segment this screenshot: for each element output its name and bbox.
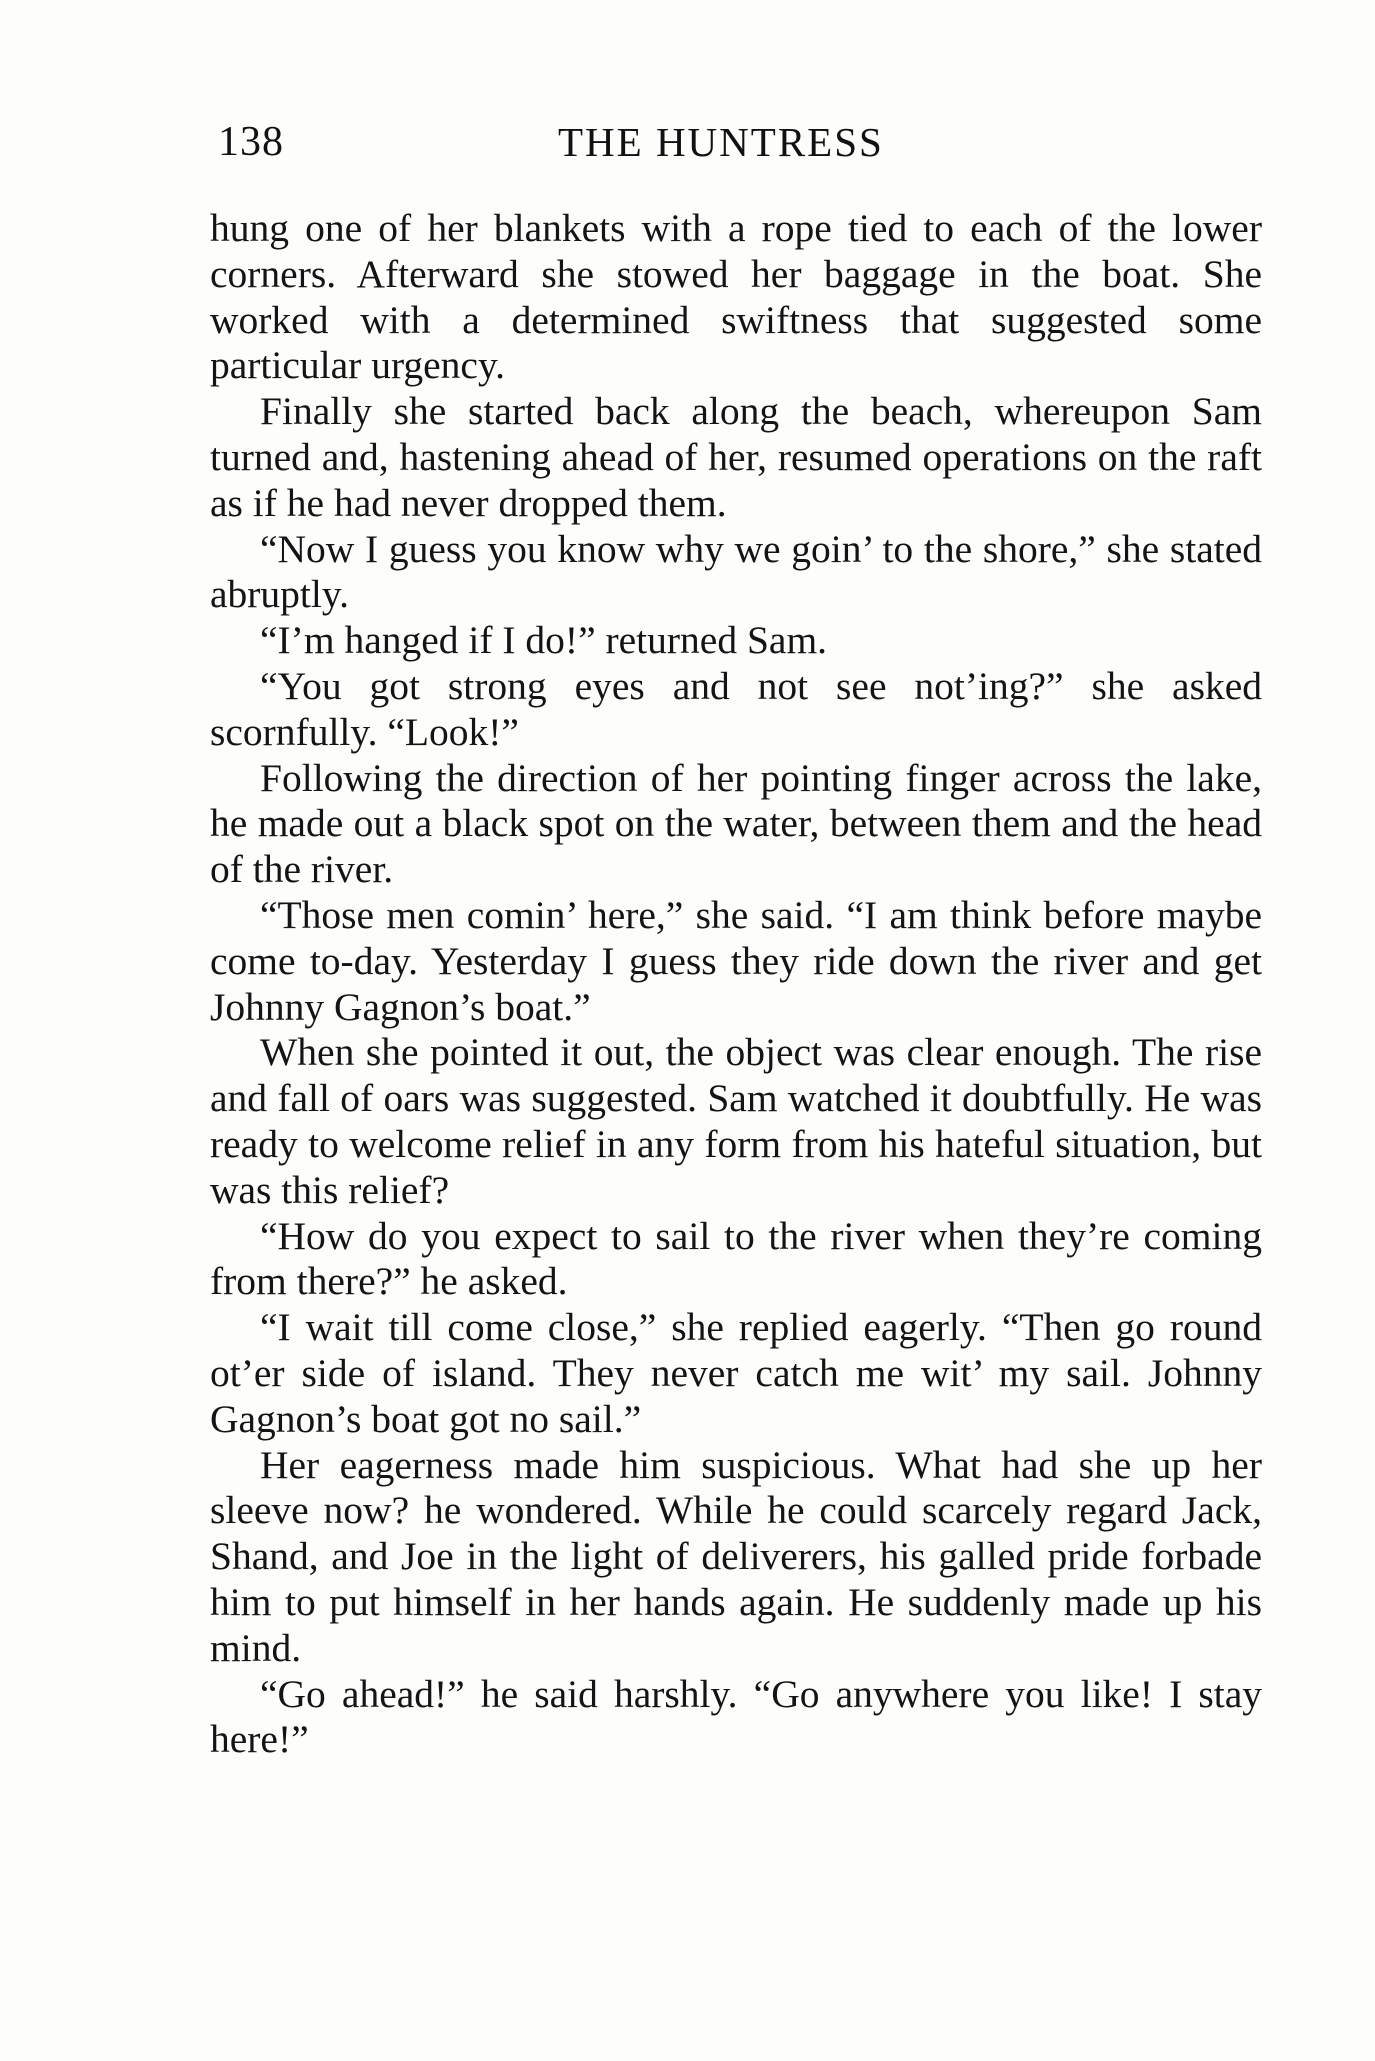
paragraph-5: “You got strong eyes and not see not’ing?” she asked scornfully. “Look!” bbox=[210, 663, 1262, 754]
paragraph-2: Finally she started back along the beach, whereupon Sam turned and, hastening ahead of her, resumed operations on the raft as if he had never dropped them. bbox=[210, 389, 1262, 525]
paragraph-4: “I’m hanged if I do!” returned Sam. bbox=[260, 618, 828, 663]
body-text bbox=[210, 206, 1262, 1763]
paragraph-7: “Those men comin’ here,” she said. “I am think before maybe come to-day. Yesterday I guess they ride down the river and get Johnny Gagnon’s boat.” bbox=[210, 892, 1262, 1029]
paragraph-10: “I wait till come close,” she replied eagerly. “Then go round ot’er side of island. They never catch me wit’ my sail. Johnny Gagnon’s boat got no sail.” bbox=[210, 1305, 1262, 1441]
page-number: 138 bbox=[218, 119, 284, 165]
paragraph-6: Following the direction of her pointing finger across the lake, he made out a black spot on the water, between them and the head of the river. bbox=[210, 755, 1262, 892]
paragraph-11: Her eagerness made him suspicious. What had she up her sleeve now? he wondered. While he could scarcely regard Jack, Shand, and Joe in the light of deliverers, his galled pride forbade him to put himself in her hands again. He suddenly made up his mind. bbox=[210, 1442, 1262, 1670]
page-header bbox=[218, 118, 1258, 178]
paragraph-1: hung one of her blankets with a rope tied to each of the lower corners. Afterward she stowed her baggage in the boat. She worked with a determined swiftness that suggested some particular urgency. bbox=[210, 206, 1262, 388]
paragraph-8: When she pointed it out, the object was clear enough. The rise and fall of oars was suggested. Sam watched it doubtfully. He was ready to welcome relief in any form from his hateful situation, but was this relief? bbox=[210, 1030, 1262, 1212]
paragraph-9: “How do you expect to sail to the river when they’re coming from there?” he asked. bbox=[210, 1213, 1262, 1304]
paragraph-3: “Now I guess you know why we goin’ to the shore,” she stated abruptly. bbox=[210, 526, 1262, 617]
paragraph-12: “Go ahead!” he said harshly. “Go anywhere you like! I stay here!” bbox=[210, 1671, 1262, 1762]
running-head: THE HUNTRESS bbox=[558, 119, 884, 165]
